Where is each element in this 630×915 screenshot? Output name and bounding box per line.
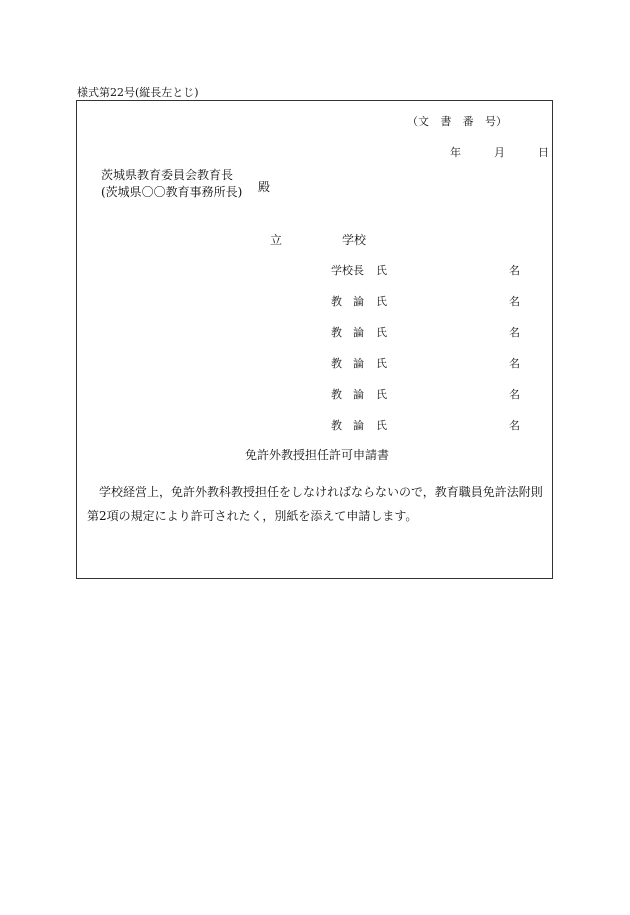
signatory-role: 教 論 — [331, 419, 364, 432]
doc-number-part: 号） — [484, 115, 507, 128]
signatory-mei: 名 — [509, 388, 520, 401]
date-line — [450, 144, 549, 160]
date-month: 月 — [494, 146, 505, 159]
signatory-shi: 氏 — [376, 326, 387, 339]
signatory-mei: 名 — [509, 326, 520, 339]
signatory-shi: 氏 — [376, 419, 387, 432]
application-form — [76, 100, 553, 579]
addressee-line-1: 茨城県教育委員会教育長 — [101, 168, 234, 182]
school-name-line — [270, 231, 366, 248]
document-title: 免許外教授担任許可申請書 — [245, 448, 390, 462]
honorific: 殿 — [258, 180, 271, 194]
addressee-line-2: (茨城県〇〇教育事務所長) — [101, 185, 243, 199]
school-suffix: 学校 — [342, 233, 367, 247]
signatory-role: 教 論 — [331, 388, 364, 401]
doc-number-part: 書 — [440, 115, 452, 128]
signatory-shi: 氏 — [376, 295, 387, 308]
signatory-role: 教 論 — [331, 295, 364, 308]
date-year: 年 — [450, 146, 461, 159]
signatory-shi: 氏 — [376, 388, 387, 401]
date-day: 日 — [538, 146, 549, 159]
signatory-mei: 名 — [509, 295, 520, 308]
form-number-label: 様式第22号(縦長左とじ) — [77, 86, 199, 99]
signatory-mei: 名 — [509, 419, 520, 432]
signatory-mei: 名 — [509, 264, 520, 277]
signatory-shi: 氏 — [376, 264, 387, 277]
signatory-shi: 氏 — [376, 357, 387, 370]
school-prefix: 立 — [270, 233, 283, 247]
signatory-role: 教 論 — [331, 357, 364, 370]
addressee — [101, 167, 242, 201]
signatory-role: 学校長 — [331, 264, 364, 277]
application-body: 学校経営上，免許外教科教授担任をしなければならないので，教育職員免許法附則第2項の規定により許可されたく，別紙を添えて申請します。 — [87, 485, 543, 523]
document-number — [407, 113, 507, 129]
doc-number-part: （文 — [407, 115, 429, 128]
signatory-role: 教 論 — [331, 326, 364, 339]
doc-number-part: 番 — [462, 115, 474, 128]
signatory-mei: 名 — [509, 357, 520, 370]
